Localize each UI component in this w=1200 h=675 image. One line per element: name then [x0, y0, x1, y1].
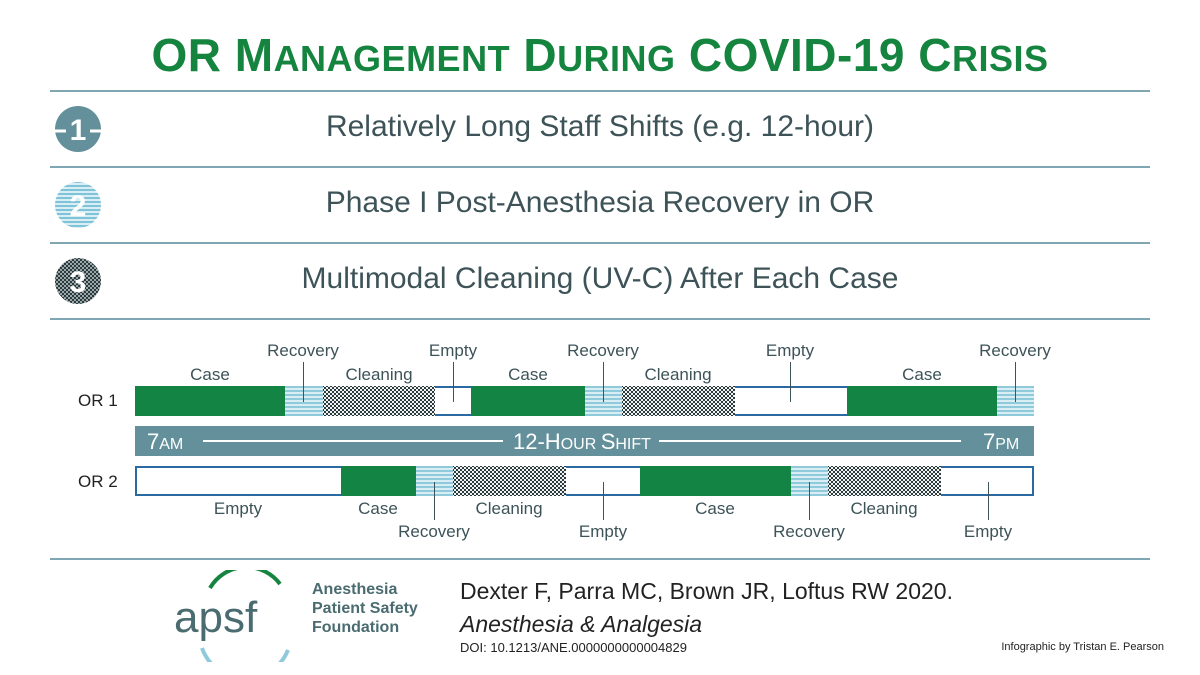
journal-name: Anesthesia & Analgesia	[460, 611, 703, 637]
label-tick	[434, 482, 435, 520]
label-tick	[790, 362, 791, 402]
or2-case-segment	[341, 466, 416, 496]
shift-label-part: OUR	[560, 436, 601, 453]
or2-case-segment	[640, 466, 791, 496]
or2-empty-segment	[135, 466, 341, 496]
or1-case-segment	[847, 386, 997, 416]
shift-label-part: 12-H	[513, 429, 561, 454]
svg-text:2: 2	[69, 190, 87, 223]
segment-label: Case	[508, 365, 548, 384]
shift-end-hour: 7	[983, 429, 996, 454]
shift-line-left	[203, 440, 503, 442]
org-line: Anesthesia	[312, 581, 398, 598]
segment-label: Empty	[578, 522, 628, 541]
twelve-hour-shift-bar	[135, 426, 1034, 456]
shift-start-suffix: AM	[159, 436, 184, 453]
segment-label: Case	[358, 499, 398, 518]
segment-label: Empty	[963, 522, 1013, 541]
label-tick	[303, 362, 304, 402]
segment-label: Case	[902, 365, 942, 384]
or1-case-segment	[135, 386, 285, 416]
shift-label-part: HIFT	[615, 436, 651, 453]
label-tick	[988, 482, 989, 520]
or1-recovery-segment	[285, 386, 323, 416]
title-part: OR M	[151, 29, 274, 81]
item-label: Multimodal Cleaning (UV-C) After Each Case	[301, 262, 899, 295]
title-part: ANAGEMENT	[273, 38, 511, 79]
segment-label: Recovery	[773, 522, 845, 541]
segment-label: Cleaning	[345, 365, 413, 384]
shift-start-hour: 7	[147, 429, 160, 454]
title-part: COVID-19 C	[675, 29, 953, 81]
divider	[50, 558, 1150, 560]
segment-label: Empty	[765, 341, 815, 360]
segment-label: Empty	[428, 341, 478, 360]
shift-start	[147, 429, 183, 455]
or1-empty-segment	[735, 386, 847, 416]
segment-label: Cleaning	[475, 499, 543, 518]
row-label-or2: OR 2	[78, 472, 118, 491]
svg-text:apsf: apsf	[174, 593, 258, 642]
shift-label	[513, 429, 651, 455]
org-line: Patient Safety	[312, 600, 418, 617]
svg-text:1: 1	[69, 114, 87, 147]
title-part: D	[510, 29, 558, 81]
segment-label: Recovery	[567, 341, 639, 360]
citation: Dexter F, Parra MC, Brown JR, Loftus RW 2020.	[460, 578, 953, 604]
or2-cleaning-segment	[453, 466, 566, 496]
or1-case-segment	[471, 386, 585, 416]
segment-label: Cleaning	[644, 365, 712, 384]
title-part: RISIS	[952, 38, 1049, 79]
shift-label-part: S	[600, 429, 616, 454]
segment-label: Empty	[213, 499, 263, 518]
shift-end-suffix: PM	[995, 436, 1020, 453]
label-tick	[1015, 362, 1016, 402]
apsf-logo	[170, 570, 320, 662]
or1-cleaning-segment	[323, 386, 435, 416]
organization-name	[312, 580, 418, 637]
org-line: Foundation	[312, 619, 400, 636]
or2-cleaning-segment	[828, 466, 941, 496]
segment-label: Case	[695, 499, 735, 518]
title-part: URING	[557, 38, 676, 79]
label-tick	[453, 362, 454, 402]
label-tick	[809, 482, 810, 520]
item-label: Relatively Long Staff Shifts (e.g. 12-hour)	[325, 110, 875, 143]
shift-end	[983, 429, 1019, 455]
svg-text:3: 3	[69, 266, 87, 299]
row-label-or1: OR 1	[78, 391, 118, 410]
infographic-credit: Infographic by Tristan E. Pearson	[1001, 641, 1164, 653]
label-tick	[603, 482, 604, 520]
doi: DOI: 10.1213/ANE.0000000000004829	[460, 640, 687, 655]
segment-label: Recovery	[267, 341, 339, 360]
label-tick	[603, 362, 604, 402]
segment-label: Recovery	[398, 522, 470, 541]
segment-label: Cleaning	[850, 499, 918, 518]
or1-cleaning-segment	[622, 386, 735, 416]
segment-label: Recovery	[979, 341, 1051, 360]
segment-label: Case	[190, 365, 230, 384]
shift-line-right	[659, 440, 961, 442]
item-label: Phase I Post-Anesthesia Recovery in OR	[325, 186, 875, 219]
